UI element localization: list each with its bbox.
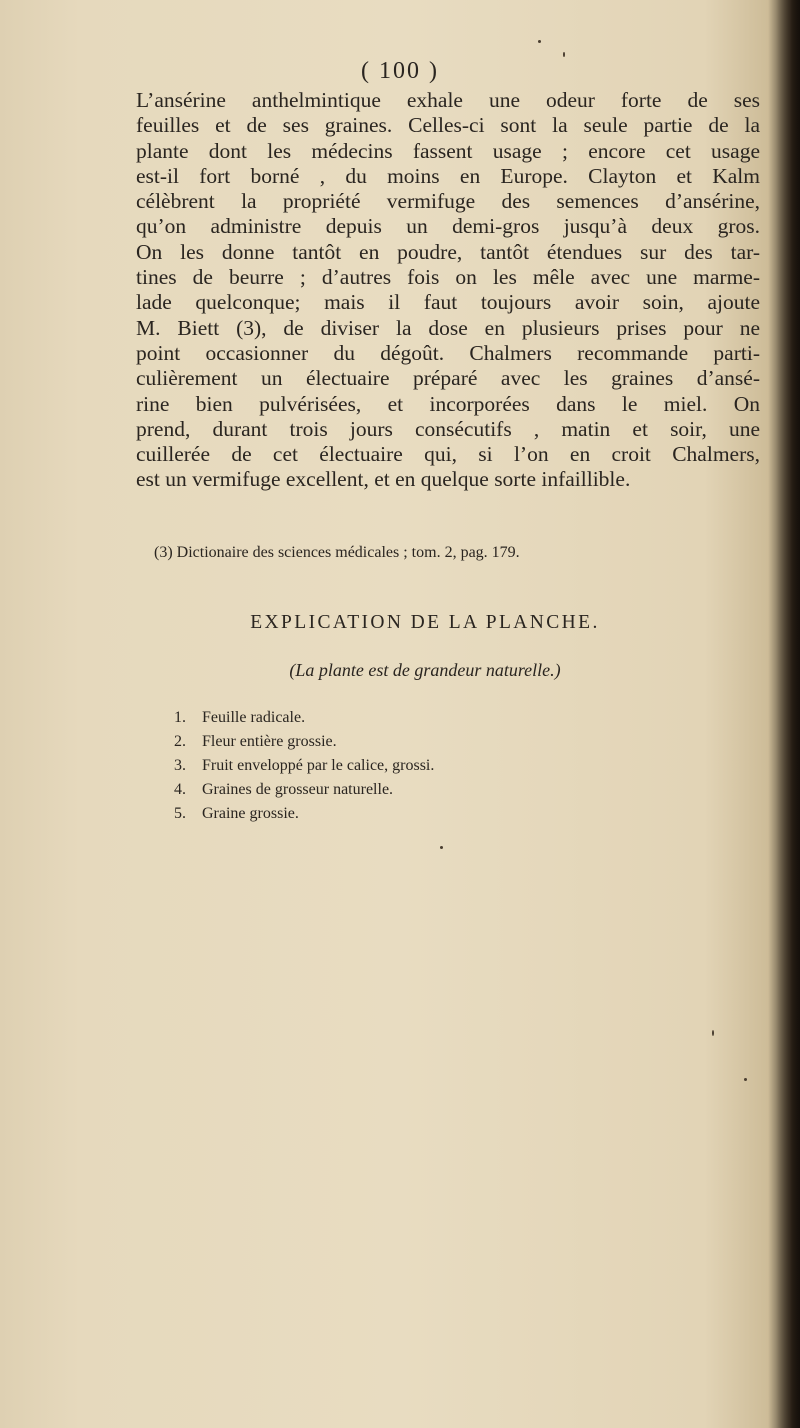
- body-line: L’ansérine anthelmintique exhale une odeur forte de ses: [136, 88, 760, 112]
- body-line: est un vermifuge excellent, et en quelque sorte infaillible.: [136, 467, 631, 492]
- body-paragraph: [136, 88, 760, 493]
- body-line: célèbrent la propriété vermifuge des semences d’ansérine,: [136, 189, 760, 214]
- plate-heading: EXPLICATION DE LA PLANCHE.: [250, 612, 600, 633]
- body-line: point occasionner du dégoût. Chalmers recommande parti-: [136, 340, 760, 365]
- paper-speck: [563, 52, 565, 57]
- body-line: qu’on administre depuis un demi-gros jusqu’à deux gros.: [136, 214, 760, 239]
- body-line: On les donne tantôt en poudre, tantôt étendues sur des tar-: [136, 239, 760, 264]
- paper-speck: [744, 1078, 747, 1081]
- legend-number: 5.: [174, 805, 186, 822]
- paper-speck: [712, 1030, 714, 1036]
- body-line: est-il fort borné , du moins en Europe. Clayton et Kalm: [136, 163, 760, 188]
- plate-legend: [174, 706, 434, 826]
- plate-subtitle: (La plante est de grandeur naturelle.): [289, 660, 561, 680]
- legend-number: 4.: [174, 781, 186, 798]
- legend-item: [174, 730, 434, 754]
- body-line: tines de beurre ; d’autres fois on les mêle avec une marme-: [136, 265, 760, 290]
- body-line: feuilles et de ses graines. Celles-ci sont la seule partie de la: [136, 113, 760, 138]
- legend-label: Fleur entière grossie.: [202, 733, 337, 750]
- legend-number: 1.: [174, 709, 186, 726]
- legend-item: [174, 778, 434, 802]
- legend-item: [174, 802, 434, 826]
- body-line: plante dont les médecins fassent usage ; encore cet usage: [136, 138, 760, 163]
- page-number: ( 100 ): [361, 58, 439, 84]
- body-line: lade quelconque; mais il faut toujours avoir soin, ajoute: [136, 290, 760, 315]
- page-edge-shadow: [776, 0, 800, 1428]
- legend-label: Graine grossie.: [202, 805, 299, 822]
- legend-number: 2.: [174, 733, 186, 750]
- body-line: M. Biett (3), de diviser la dose en plusieurs prises pour ne: [136, 315, 760, 340]
- paper-speck: [440, 846, 443, 849]
- footnote: (3) Dictionaire des sciences médicales ; tom. 2, pag. 179.: [154, 544, 520, 561]
- legend-item: [174, 706, 434, 730]
- legend-item: [174, 754, 434, 778]
- body-line: prend, durant trois jours consécutifs , matin et soir, une: [136, 416, 760, 441]
- body-line: culièrement un électuaire préparé avec les graines d’ansé-: [136, 366, 760, 391]
- legend-number: 3.: [174, 757, 186, 774]
- legend-label: Graines de grosseur naturelle.: [202, 781, 394, 798]
- legend-label: Fruit enveloppé par le calice, grossi.: [202, 757, 435, 774]
- body-line: rine bien pulvérisées, et incorporées dans le miel. On: [136, 391, 760, 416]
- legend-label: Feuille radicale.: [202, 709, 306, 726]
- body-line: cuillerée de cet électuaire qui, si l’on en croit Chalmers,: [136, 442, 760, 467]
- paper-speck: [538, 40, 541, 43]
